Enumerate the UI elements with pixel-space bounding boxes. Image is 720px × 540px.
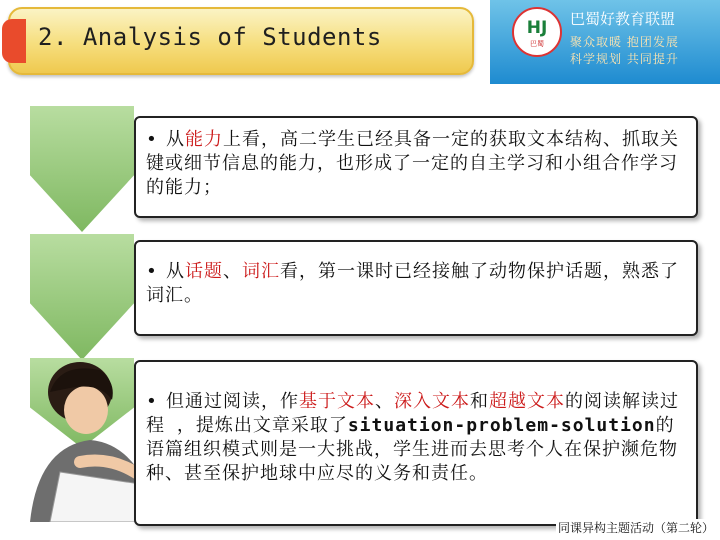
bullet-icon: • [146,129,158,150]
analysis-point-1 [134,116,698,218]
point-3-sep1: 、 [375,391,394,412]
analysis-point-3 [134,360,698,526]
point-3-text [146,390,686,486]
bullet-icon: • [146,261,158,282]
point-2-highlight-topic: 话题 [185,261,223,282]
point-3-pattern: situation-problem-solution [347,415,656,436]
point-1-rest: 上看，高二学生已经具备一定的获取文本结构、抓取关键或细节信息的能力，也形成了一定的自主学习和小组合作学习的能力； [146,129,679,198]
point-3-rest: 的语篇组织模式则是一大挑战，学生进而去思考个人在保护濒危物种、甚至保护地球中应尽的义务和责任。 [146,415,678,484]
slogan-line-2: 科学规划 共同提升 [570,52,679,66]
point-3-highlight-beyond-text: 超越文本 [489,391,565,412]
point-1-text [146,128,686,200]
header [0,0,720,84]
point-3-sep2: 和 [470,391,489,412]
point-3-mid: 的阅读解读过程 ，提炼出文章采取了 [146,391,679,436]
point-3-highlight-into-text: 深入文本 [394,391,470,412]
slogan-line-1: 聚众取暖 抱团发展 [570,35,679,49]
alliance-logo [512,7,562,57]
title-bar [8,7,474,75]
point-2-rest: 看，第一课时已经接触了动物保护话题，熟悉了词汇。 [146,261,679,306]
footer-caption: 同课异构主题活动（第二轮） [557,521,714,535]
point-2-sep: 、 [223,261,242,282]
bullet-icon: • [146,391,158,412]
point-3-prefix: 但通过阅读，作 [166,391,299,412]
logo-sub: 巴蜀 [530,40,544,48]
down-arrow-1 [30,106,134,232]
logo-letters: HJ [526,18,548,38]
point-1-highlight-ability: 能力 [185,129,223,150]
point-2-highlight-vocab: 词汇 [242,261,280,282]
logo-area [490,0,720,84]
point-2-prefix: 从 [166,261,185,282]
org-name: 巴蜀好教育联盟 [570,10,676,28]
point-2-text [146,260,686,308]
down-arrow-2 [30,234,134,360]
analysis-point-2 [134,240,698,336]
page-title: 2. Analysis of Students [38,23,382,51]
point-1-prefix: 从 [166,129,185,150]
point-3-highlight-based-on-text: 基于文本 [299,391,375,412]
